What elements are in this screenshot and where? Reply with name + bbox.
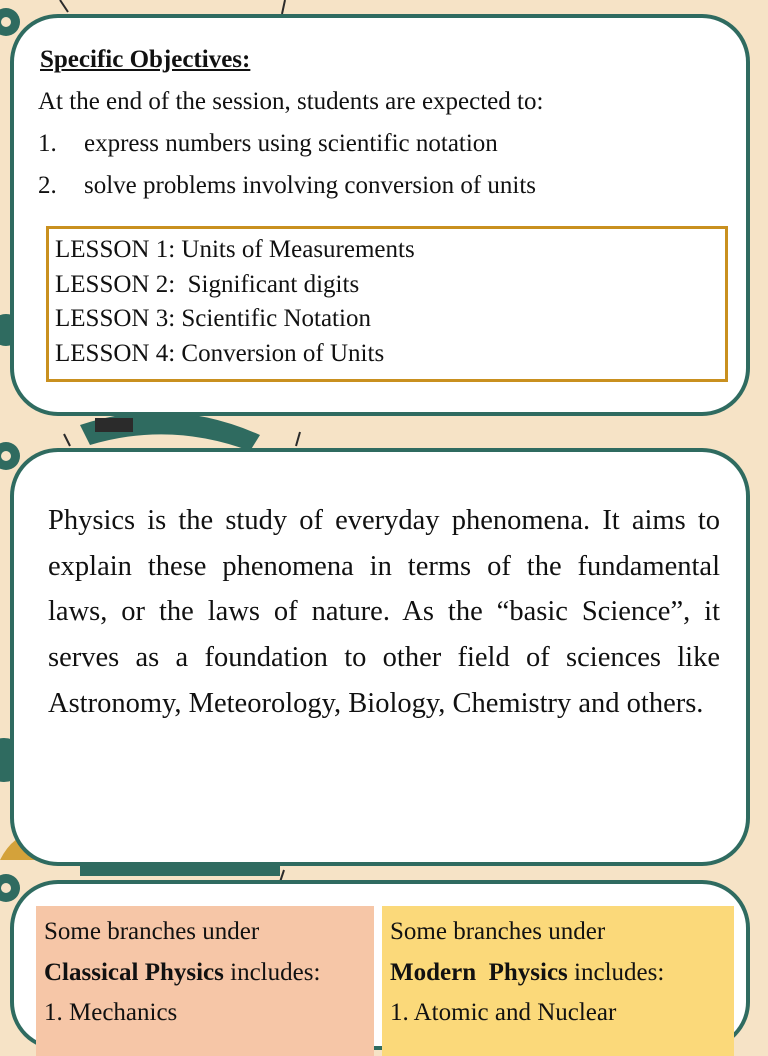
classical-heading [44,953,366,994]
objectives-intro: At the end of the session, students are expected to: [38,88,544,115]
objectives-list [38,128,536,212]
physics-paragraph: Physics is the study of everyday phenomena. It aims to explain these phenomena in terms of the fundamental laws, or the laws of nature. As the “basic Science”, it serves as a foundation to other field of sciences like Astronomy, Meteorology, Biology, Chemistry and others. [48,505,720,719]
objective-text: solve problems involving conversion of units [84,172,537,199]
objective-text: express numbers using scientific notation [84,130,498,157]
classical-first-item: 1. Mechanics [44,999,178,1026]
modern-suffix: includes: [567,958,665,986]
modern-first-item: 1. Atomic and Nuclear [390,999,617,1026]
modern-heading [390,953,726,994]
lesson-item: LESSON 2: Significant digits [55,270,360,298]
modern-physics-box [382,906,734,1056]
modern-name: Modern Physics [390,958,568,986]
objective-number: 2. [38,172,57,199]
objectives-card [10,14,750,416]
branches-card [10,880,750,1050]
classical-physics-box [36,906,374,1056]
lesson-item: LESSON 1: Units of Measurements [55,236,415,263]
classical-suffix: includes: [223,958,321,986]
objective-number: 1. [38,130,57,157]
objective-item [38,128,536,170]
objectives-title: Specific Objectives: [40,46,251,73]
lessons-box [46,226,728,382]
modern-intro: Some branches under [390,918,606,945]
objective-item [38,170,536,212]
lesson-item: LESSON 4: Conversion of Units [55,339,385,367]
physics-definition-card [10,448,750,866]
lesson-item: LESSON 3: Scientific Notation [55,305,371,332]
classical-name: Classical Physics [44,958,224,986]
classical-intro: Some branches under [44,918,260,945]
